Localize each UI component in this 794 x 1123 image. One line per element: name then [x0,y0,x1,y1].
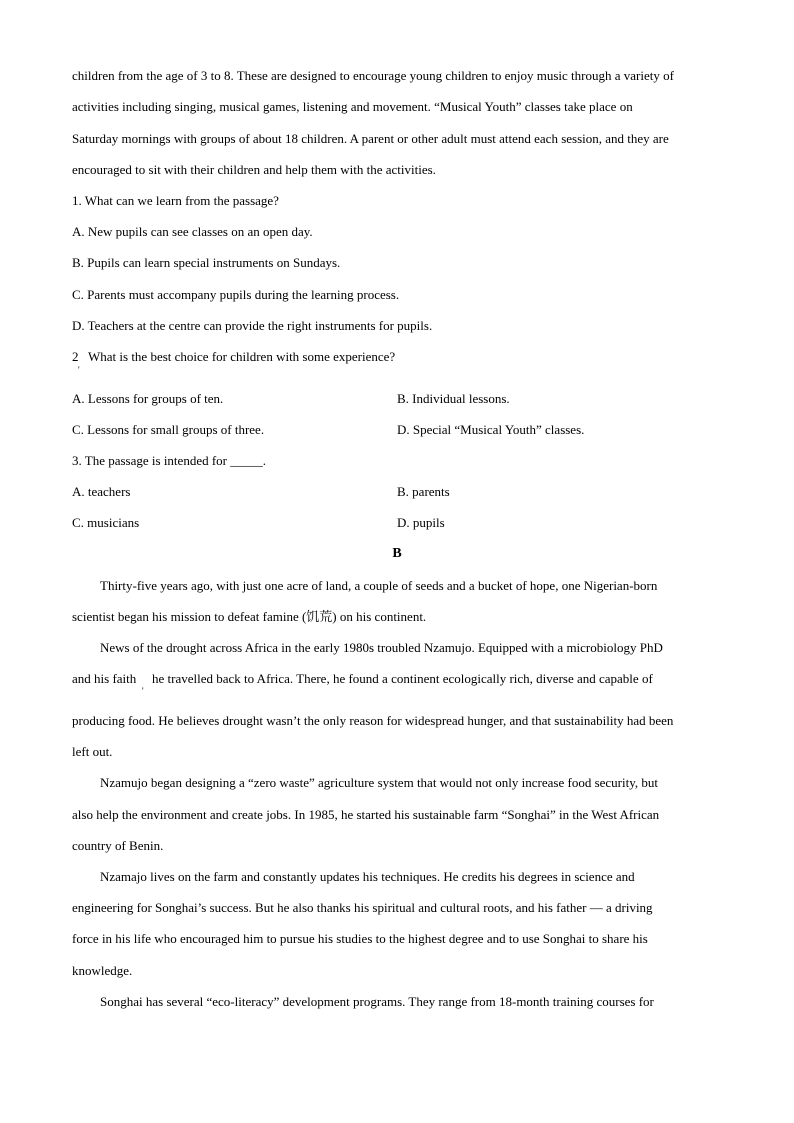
question-3-option-d: D. pupils [397,515,445,530]
question-2-option-d: D. Special “Musical Youth” classes. [397,422,585,437]
passage-a-line-3: Saturday mornings with groups of about 18 children. A parent or other adult must attend each session, and they are [72,131,669,146]
question-1-option-a: A. New pupils can see classes on an open day. [72,224,313,239]
passage-a-line-1: children from the age of 3 to 8. These are designed to encourage young children to enjoy music through a variety of [72,68,674,83]
passage-b-line-6: left out. [72,744,113,759]
passage-b-line-5: producing food. He believes drought wasn’t the only reason for widespread hunger, and that sustainability had been [72,713,674,728]
question-2-option-c: C. Lessons for small groups of three. [72,422,265,437]
passage-b-line-14: Songhai has several “eco-literacy” development programs. They range from 18-month training courses for [100,994,654,1009]
question-1-stem: 1. What can we learn from the passage? [72,193,279,208]
passage-b-line-9: country of Benin. [72,838,164,853]
question-2-stem: What is the best choice for children with some experience? [88,349,396,364]
question-2-option-a: A. Lessons for groups of ten. [72,391,224,406]
question-1-option-b: B. Pupils can learn special instruments on Sundays. [72,255,341,270]
passage-b-line-10: Nzamajo lives on the farm and constantly updates his techniques. He credits his degrees in science and [100,869,635,884]
passage-b-line-12: force in his life who encouraged him to pursue his studies to the highest degree and to use Songhai to share his [72,931,648,946]
question-3-option-b: B. parents [397,484,450,499]
passage-b-line-4b: he travelled back to Africa. There, he found a continent ecologically rich, diverse and capable of [152,671,653,686]
passage-b-line-13: knowledge. [72,963,133,978]
passage-b-line-2: scientist began his mission to defeat famine (饥荒) on his continent. [72,609,427,624]
question-3-stem: 3. The passage is intended for _____. [72,453,266,468]
passage-a-line-2: activities including singing, musical games, listening and movement. “Musical Youth” classes take place on [72,99,633,114]
question-1-option-d: D. Teachers at the centre can provide the right instruments for pupils. [72,318,433,333]
passage-b-line-3: News of the drought across Africa in the early 1980s troubled Nzamujo. Equipped with a microbiology PhD [100,640,663,655]
question-2-option-b: B. Individual lessons. [397,391,510,406]
question-1-option-c: C. Parents must accompany pupils during the learning process. [72,287,400,302]
stray-mark: ' [78,365,80,375]
question-2-number: 2 [72,349,79,364]
passage-b-line-11: engineering for Songhai’s success. But he also thanks his spiritual and cultural roots, and his father — a driving [72,900,653,915]
passage-b-line-4a: and his faith [72,671,137,686]
section-b-heading: B [392,546,402,561]
question-3-option-a: A. teachers [72,484,131,499]
question-3-option-c: C. musicians [72,515,140,530]
passage-a-line-4: encouraged to sit with their children and help them with the activities. [72,162,436,177]
passage-b-line-7: Nzamujo began designing a “zero waste” agriculture system that would not only increase food security, but [100,775,658,790]
passage-b-line-8: also help the environment and create jobs. In 1985, he started his sustainable farm “Songhai” in the West African [72,807,660,822]
stray-mark: ' [142,686,144,696]
passage-b-line-1: Thirty-five years ago, with just one acre of land, a couple of seeds and a bucket of hope, one Nigerian-born [100,578,658,593]
